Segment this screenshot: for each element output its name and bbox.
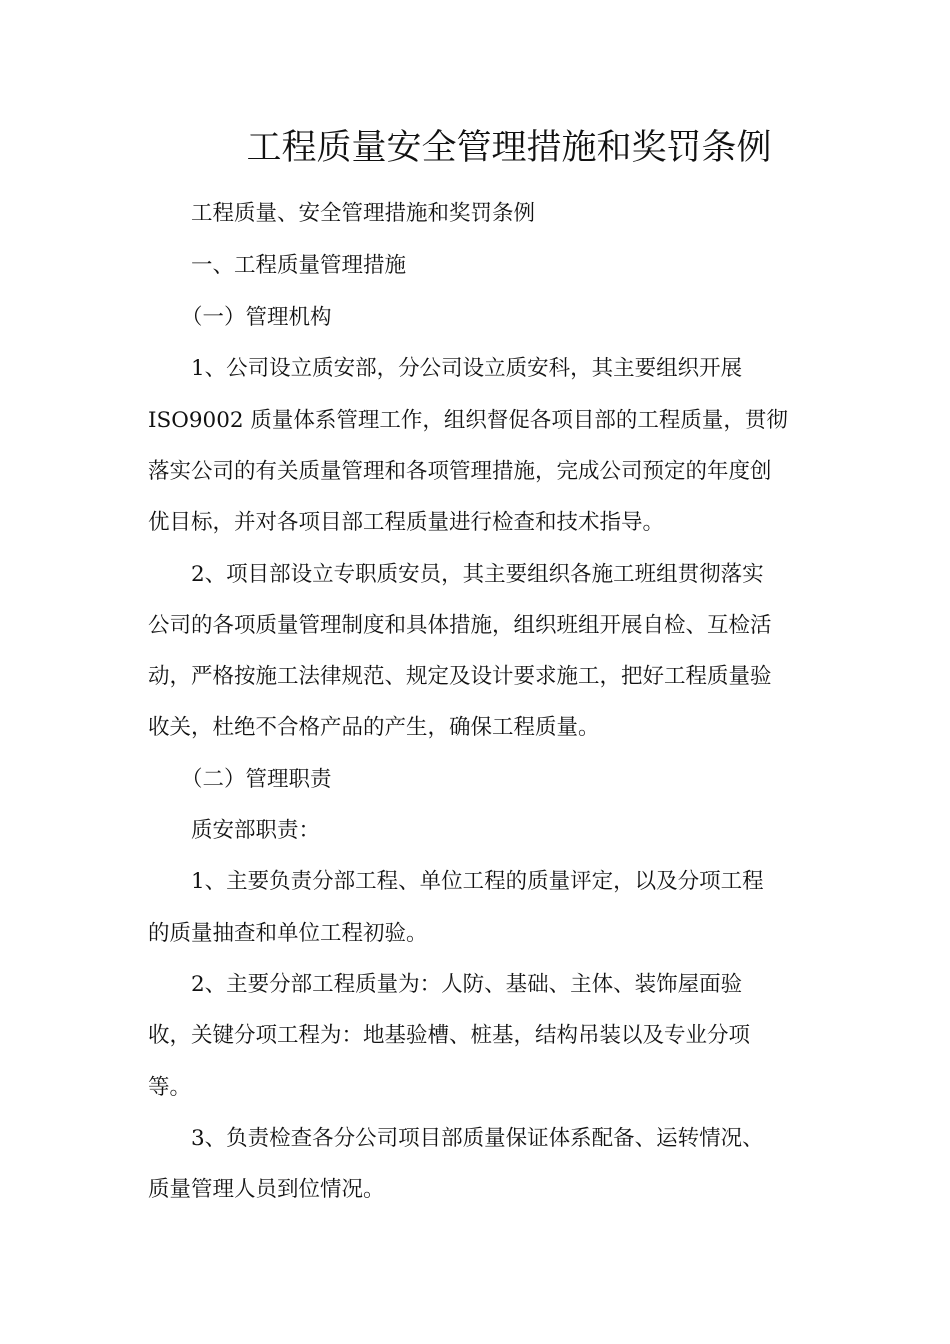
paragraph-line: 工程质量、安全管理措施和奖罚条例 — [191, 201, 536, 226]
paragraph-line: 质安部职责： — [191, 818, 321, 843]
paragraph-line: 优目标，并对各项目部工程质量进行检查和技术指导。 — [148, 510, 665, 535]
paragraph-line: 收，关键分项工程为：地基验槽、桩基，结构吊装以及专业分项 — [148, 1023, 751, 1048]
paragraph-line: ISO9002 质量体系管理工作，组织督促各项目部的工程质量，贯彻 — [148, 408, 788, 433]
paragraph-line: 1、主要负责分部工程、单位工程的质量评定，以及分项工程 — [191, 869, 764, 894]
paragraph-line: 1、公司设立质安部，分公司设立质安科，其主要组织开展 — [191, 356, 743, 381]
paragraph-line: 收关，杜绝不合格产品的产生，确保工程质量。 — [148, 715, 600, 740]
paragraph-line: 公司的各项质量管理制度和具体措施，组织班组开展自检、互检活 — [148, 613, 772, 638]
document-title: 工程质量安全管理措施和奖罚条例 — [246, 128, 772, 168]
paragraph-line: 等。 — [148, 1075, 192, 1100]
paragraph-line: 动，严格按施工法律规范、规定及设计要求施工，把好工程质量验 — [148, 664, 772, 689]
paragraph-line: 3、负责检查各分公司项目部质量保证体系配备、运转情况、 — [191, 1126, 764, 1151]
subsection-heading: （一）管理机构 — [181, 305, 332, 330]
paragraph-line: 落实公司的有关质量管理和各项管理措施，完成公司预定的年度创 — [148, 459, 772, 484]
paragraph-line: 质量管理人员到位情况。 — [148, 1177, 385, 1202]
paragraph-line: 2、项目部设立专职质安员，其主要组织各施工班组贯彻落实 — [191, 562, 764, 587]
paragraph-line: 的质量抽查和单位工程初验。 — [148, 921, 428, 946]
paragraph-line: 2、主要分部工程质量为：人防、基础、主体、装饰屋面验 — [191, 972, 743, 997]
section-heading: 一、工程质量管理措施 — [191, 253, 407, 278]
subsection-heading: （二）管理职责 — [181, 767, 332, 792]
